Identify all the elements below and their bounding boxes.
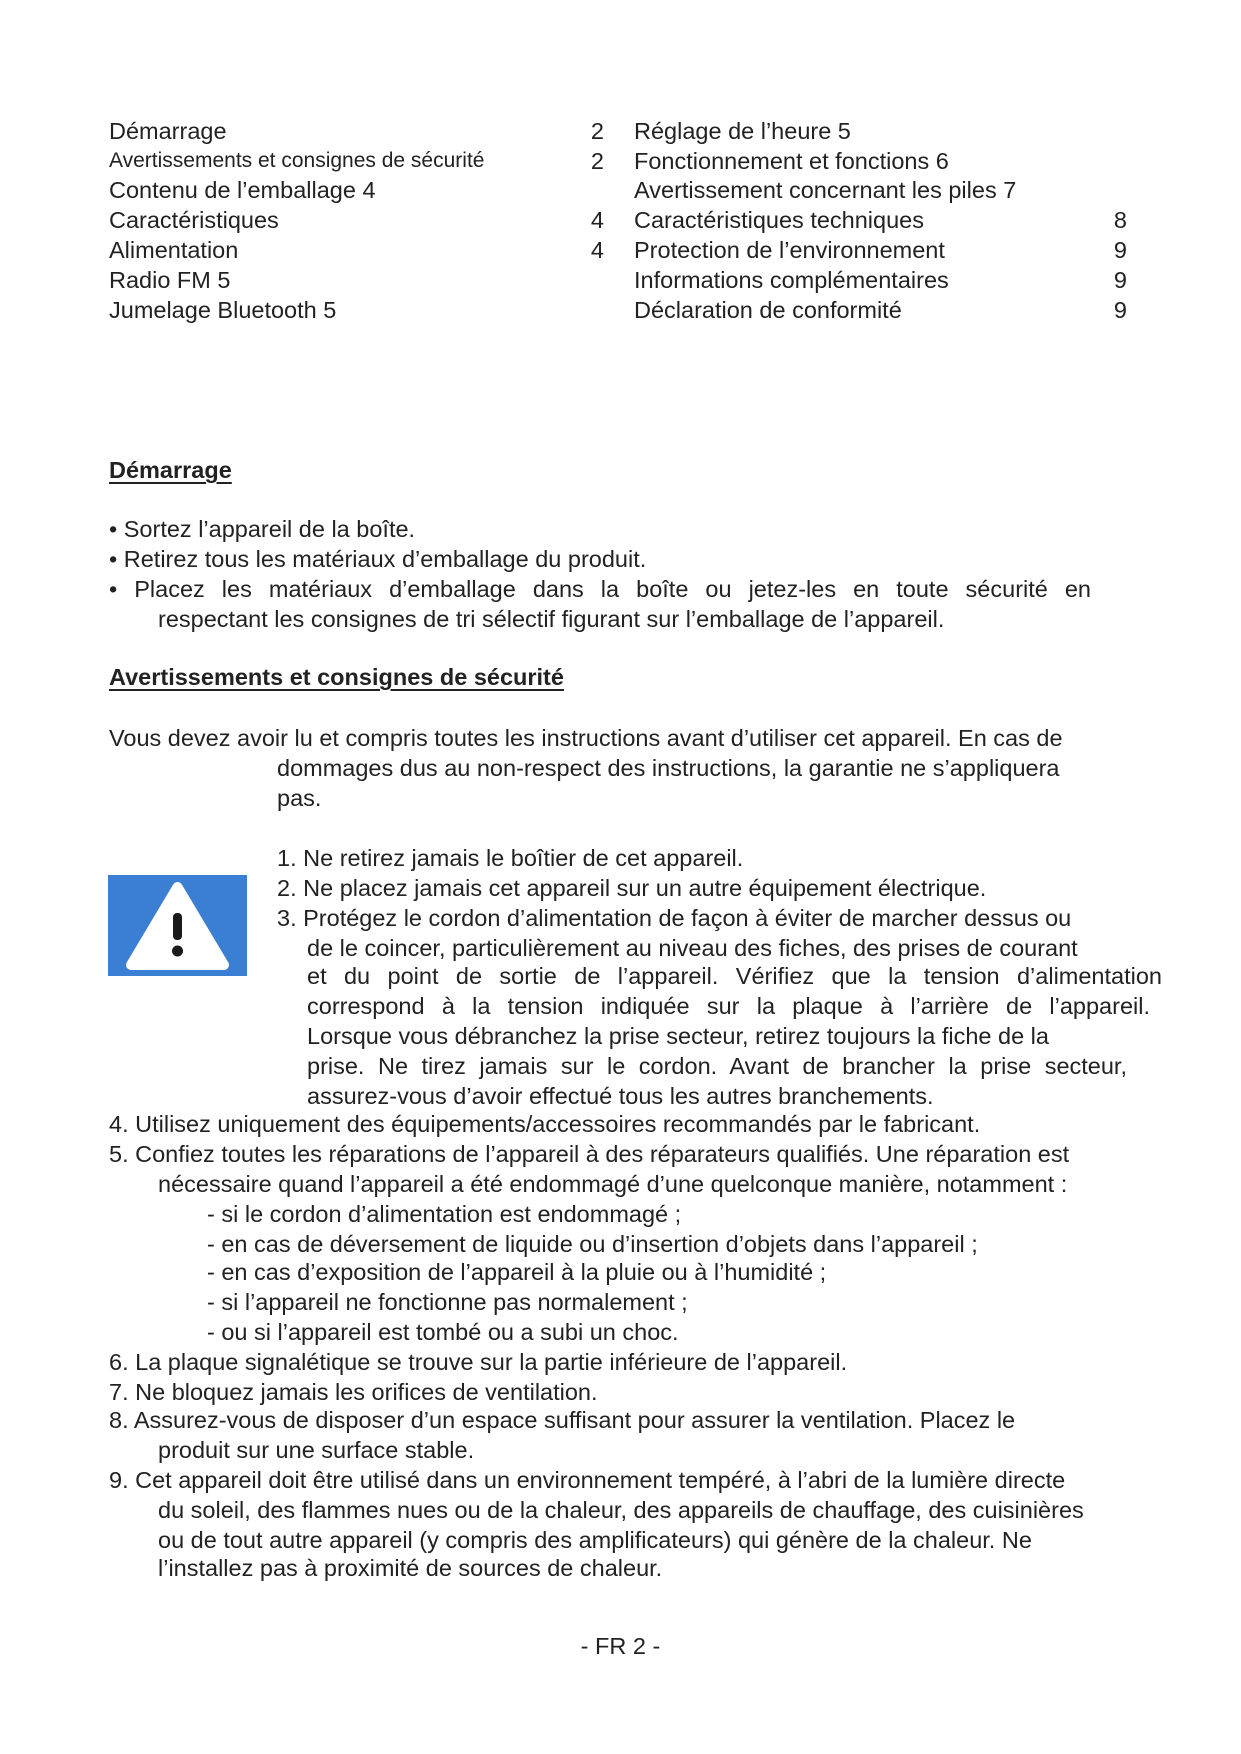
intro-line: Vous devez avoir lu et compris toutes les instructions avant d’utiliser cet appareil. En cas de	[109, 725, 1063, 751]
section-heading-safety: Avertissements et consignes de sécurité	[109, 664, 564, 690]
section-heading-demarrage: Démarrage	[109, 457, 232, 483]
toc-entry-label: Alimentation	[109, 237, 239, 263]
safety-item-continuation: et du point de sortie de l’appareil. Vérifiez que la tension d’alimentation	[307, 963, 1162, 989]
warning-icon-box	[108, 875, 247, 976]
toc-entry-label: Contenu de l’emballage 4	[109, 177, 376, 203]
sub-item: - si l’appareil ne fonctionne pas normalement ;	[207, 1289, 688, 1315]
safety-item-continuation: Lorsque vous débranchez la prise secteur, retirez toujours la fiche de la	[307, 1023, 1049, 1049]
safety-item: 6. La plaque signalétique se trouve sur la partie inférieure de l’appareil.	[109, 1349, 848, 1375]
safety-item: 2. Ne placez jamais cet appareil sur un autre équipement électrique.	[277, 875, 987, 901]
safety-item-continuation: l’installez pas à proximité de sources de chaleur.	[158, 1555, 663, 1581]
toc-entry-label: Réglage de l’heure 5	[634, 118, 851, 144]
toc-entry-label: Fonctionnement et fonctions 6	[634, 148, 949, 174]
toc-entry-page: 9	[1113, 237, 1127, 263]
intro-line: pas.	[277, 785, 322, 811]
safety-item-continuation: nécessaire quand l’appareil a été endommagé d’une quelconque manière, notamment :	[158, 1171, 1068, 1197]
toc-entry-label: Caractéristiques	[109, 207, 279, 233]
safety-item-continuation: de le coincer, particulièrement au niveau des fiches, des prises de courant	[307, 935, 1078, 961]
toc-entry-page: 9	[1113, 297, 1127, 323]
sub-item: - en cas d’exposition de l’appareil à la pluie ou à l’humidité ;	[207, 1259, 827, 1285]
warning-triangle-icon	[108, 875, 247, 976]
toc-entry-page: 9	[1113, 267, 1127, 293]
toc-entry-page: 8	[1113, 207, 1127, 233]
safety-item-continuation: correspond à la tension indiquée sur la plaque à l’arrière de l’appareil.	[307, 993, 1150, 1019]
toc-entry-label: Avertissements et consignes de sécurité	[109, 149, 485, 172]
safety-item: 9. Cet appareil doit être utilisé dans un environnement tempéré, à l’abri de la lumière directe	[109, 1467, 1066, 1493]
safety-item: 4. Utilisez uniquement des équipements/accessoires recommandés par le fabricant.	[109, 1111, 981, 1137]
toc-entry-label: Radio FM 5	[109, 267, 231, 293]
bullet-item: • Placez les matériaux d’emballage dans la boîte ou jetez-les en toute sécurité en	[109, 576, 1091, 602]
toc-entry-label: Informations complémentaires	[634, 267, 949, 293]
page-number: - FR 2 -	[580, 1633, 661, 1659]
safety-item-continuation: prise. Ne tirez jamais sur le cordon. Avant de brancher la prise secteur,	[307, 1053, 1127, 1079]
toc-entry-label: Jumelage Bluetooth 5	[109, 297, 337, 323]
safety-item: 7. Ne bloquez jamais les orifices de ventilation.	[109, 1379, 598, 1405]
sub-item: - si le cordon d’alimentation est endommagé ;	[207, 1201, 682, 1227]
safety-item: 3. Protégez le cordon d’alimentation de façon à éviter de marcher dessus ou	[277, 905, 1072, 931]
toc-entry-label: Déclaration de conformité	[634, 297, 902, 323]
toc-entry-page: 4	[590, 237, 604, 263]
bullet-item: • Sortez l’appareil de la boîte.	[109, 516, 416, 542]
toc-entry-page: 4	[590, 207, 604, 233]
toc-entry-label: Démarrage	[109, 118, 227, 144]
bullet-item-continuation: respectant les consignes de tri sélectif figurant sur l’emballage de l’appareil.	[158, 606, 945, 632]
safety-item-continuation: assurez-vous d’avoir effectué tous les autres branchements.	[307, 1083, 934, 1109]
bullet-item: • Retirez tous les matériaux d’emballage du produit.	[109, 546, 647, 572]
toc-entry-label: Protection de l’environnement	[634, 237, 945, 263]
toc-entry-page: 2	[590, 148, 604, 174]
safety-item: 5. Confiez toutes les réparations de l’appareil à des réparateurs qualifiés. Une réparation est	[109, 1141, 1070, 1167]
safety-item-continuation: produit sur une surface stable.	[158, 1437, 475, 1463]
safety-item-continuation: du soleil, des flammes nues ou de la chaleur, des appareils de chauffage, des cuisinières	[158, 1497, 1084, 1523]
toc-entry-label: Avertissement concernant les piles 7	[634, 177, 1017, 203]
safety-item: 1. Ne retirez jamais le boîtier de cet appareil.	[277, 845, 744, 871]
sub-item: - ou si l’appareil est tombé ou a subi un choc.	[207, 1319, 679, 1345]
toc-entry-page: 2	[590, 118, 604, 144]
safety-item-continuation: ou de tout autre appareil (y compris des amplificateurs) qui génère de la chaleur. Ne	[158, 1527, 1032, 1553]
safety-item: 8. Assurez-vous de disposer d’un espace suffisant pour assurer la ventilation. Placez le	[109, 1407, 1016, 1433]
sub-item: - en cas de déversement de liquide ou d’insertion d’objets dans l’appareil ;	[207, 1231, 978, 1257]
intro-line: dommages dus au non-respect des instructions, la garantie ne s’appliquera	[277, 755, 1060, 781]
toc-entry-label: Caractéristiques techniques	[634, 207, 924, 233]
